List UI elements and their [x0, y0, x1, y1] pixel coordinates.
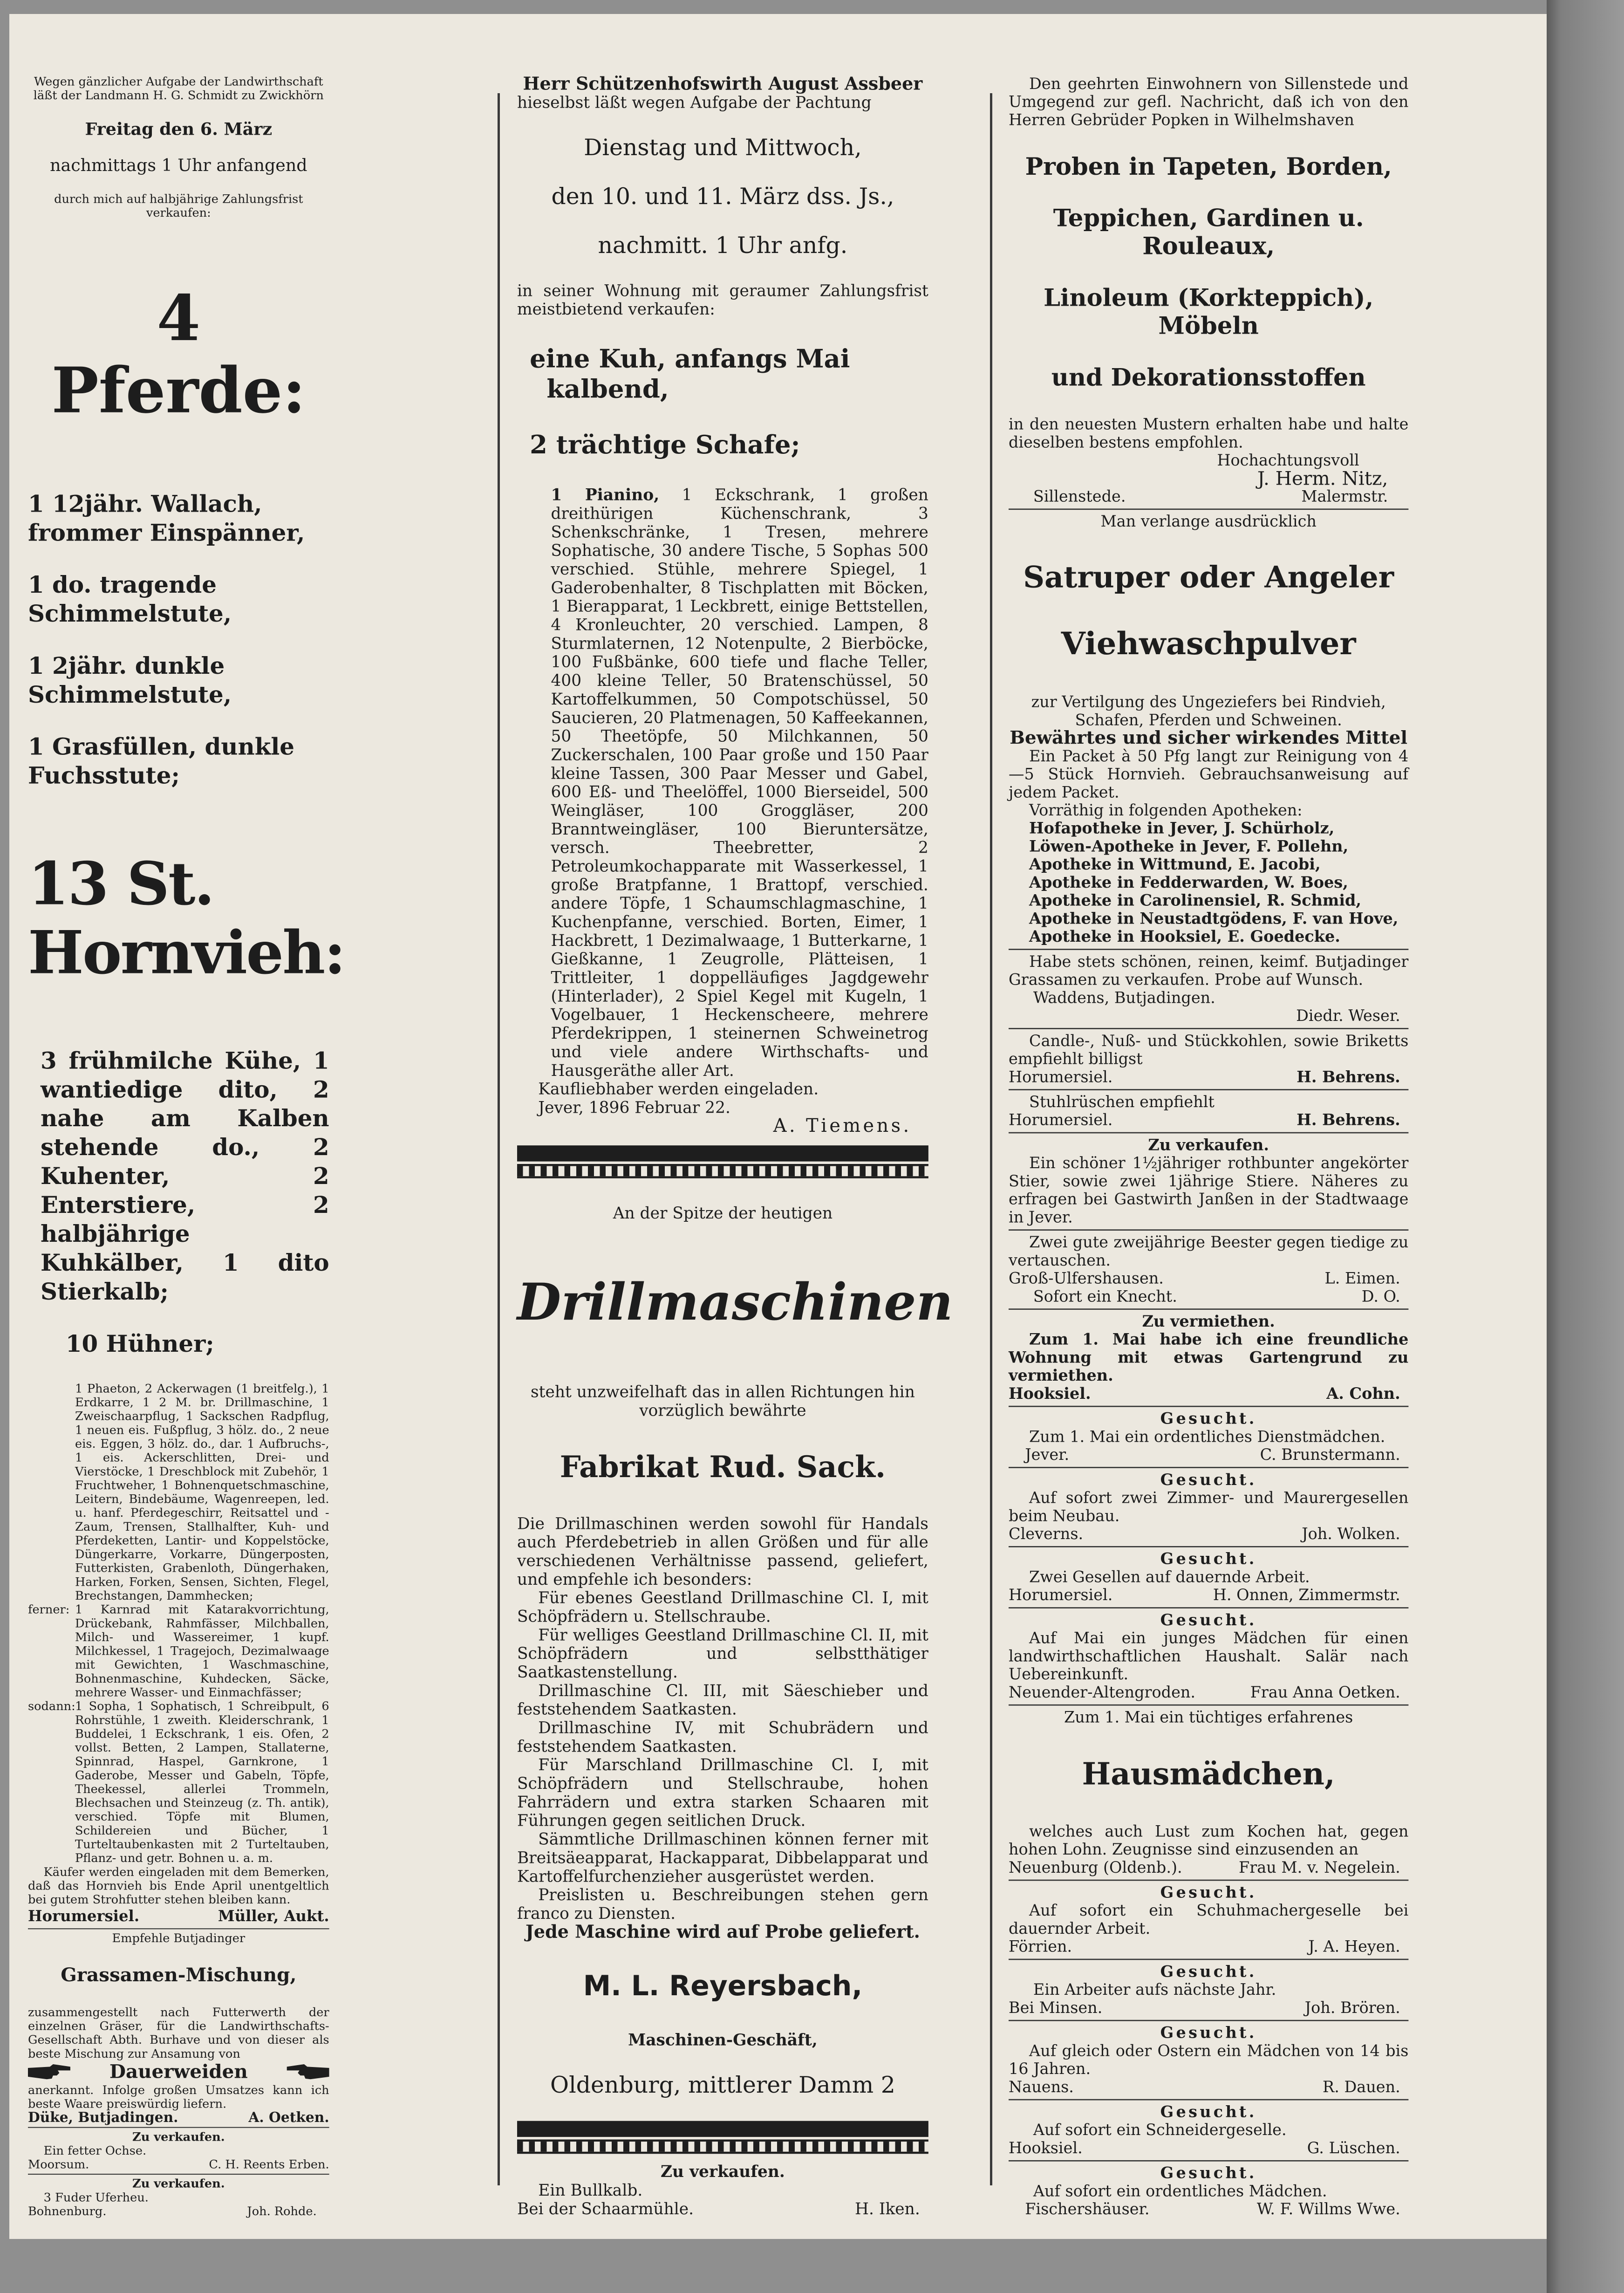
ad-divider	[1009, 2099, 1408, 2101]
ad-heading: Gesucht.	[1160, 2102, 1257, 2121]
ad-signer: G. Lüschen.	[1307, 2139, 1400, 2157]
auction-time: nachmittags 1 Uhr anfangend	[50, 155, 307, 175]
ad-line: Ein Arbeiter aufs nächste Jahr.	[1033, 1980, 1276, 1999]
ad-signer: Müller, Aukt.	[218, 1907, 329, 1925]
product-line: Proben in Tapeten, Borden,	[1025, 152, 1392, 181]
ad-divider	[28, 2127, 329, 2128]
ad-signer: A. Oetken.	[248, 2109, 329, 2126]
cow-heading: eine Kuh, anfangs Mai kalbend,	[530, 344, 850, 404]
ad-schmidt-auction	[28, 75, 345, 1926]
pharmacy-item: Apotheke in Hooksiel, E. Goedecke.	[1029, 927, 1340, 946]
ad-place: Förrien.	[1009, 1937, 1072, 1956]
ad-paragraph: Für Marschland Drillmaschine Cl. I, mit Schöpfrädern und Stellschraube, hohen Fahrrädern und extra starken Schaaren mit Führungen gegen seitlichen Druck.	[517, 1755, 928, 1830]
ad-heading: Gesucht.	[1160, 2163, 1257, 2182]
column-rule	[498, 93, 500, 2185]
ad-place: Cleverns.	[1009, 1525, 1084, 1543]
ad-signer: C. Brunstermann.	[1260, 1445, 1400, 1464]
ad-divider	[1009, 508, 1408, 510]
cattle-heading: 13 St. Hornvieh:	[28, 849, 345, 987]
ad-paragraph: Preislisten u. Beschreibungen stehen gern franco zu Diensten.	[517, 1885, 928, 1923]
ad-line: Auf Mai ein junges Mädchen für einen landwirthschaftlichen Haushalt. Salär nach Uebereinkunft.	[1009, 1629, 1409, 1684]
auction-terms: in seiner Wohnung mit geraumer Zahlungsfrist meistbietend verkaufen:	[517, 281, 928, 319]
equipment-list: 1 Phaeton, 2 Ackerwagen (1 breitfelg.), 1 Erdkarre, 1 2 M. br. Drillmaschine, 1 Zweischaarpflug, 1 Sackschen Radpflug, 1 neuen eis. Fußpflug, 3 hölz. do., 2 neue eis. Eggen, 3 hölz. do., dar. 1 Aufbruchs-, 1 eis. Ackerschlitten, Drei- und Vierstöcke, 1 Dreschblock mit Zubehör, 1 Fruchtweher, 1 Bohnenquetschmaschine, Leitern, Bindebäume, Wagenreepen, led. u. hanf. Pferdegeschirr, Reitsattel und -Zaum, Trensen, Stallhalfter, Kuh- und Pferdeketten, Lantir- und Koppelstöcke, Düngerkarre, Vorkarre, Düngerposten, Futterkisten, Grabenloth, Düngerhaken, Harken, Forken, Sensen, Sichten, Flegel, Brechstangen, Dammhecken;	[75, 1381, 329, 1603]
ad-lead: An der Spitze der heutigen	[613, 1204, 833, 1222]
ad-lead: Zum 1. Mai ein tüchtiges erfahrenes	[1064, 1708, 1353, 1726]
ad-heading: Gesucht.	[1160, 1962, 1257, 1981]
ad-place: Horumersiel.	[28, 1907, 140, 1925]
ad-signer: A. Tiemens.	[773, 1115, 912, 1137]
ad-divider	[1009, 1089, 1408, 1090]
ad-intro-line: läßt der Landmann H. G. Schmidt zu Zwickhörn	[33, 88, 324, 103]
inventory-list	[517, 486, 928, 1080]
signature-row	[1009, 1586, 1408, 1604]
ad-make: Fabrikat Rud. Sack.	[560, 1449, 886, 1485]
ad-place: Groß-Ulfershausen.	[1009, 1269, 1164, 1287]
horse-item: 1 do. tragende Schimmelstute,	[28, 571, 232, 628]
ad-heading: Gesucht.	[1160, 2023, 1257, 2042]
ad-place: Bei der Schaarmühle.	[517, 2199, 694, 2218]
ad-place: Hooksiel.	[1009, 1384, 1091, 1403]
ad-line: Zwei gute zweijährige Beester gegen tiedige zu vertauschen.	[1009, 1233, 1409, 1269]
horse-item: 1 12jähr. Wallach, frommer Einspänner,	[28, 490, 305, 547]
ad-wolken	[1009, 1471, 1408, 1543]
ad-luschen	[1009, 2103, 1408, 2157]
dauerweiden-text: Dauerweiden	[109, 2060, 248, 2083]
ferner-block	[28, 1602, 329, 1699]
ad-divider	[28, 1928, 329, 1929]
ad-broren	[1009, 1963, 1408, 2017]
signature-row	[28, 2111, 329, 2125]
ad-line: 3 Fuder Uferheu.	[43, 2190, 149, 2204]
signature-row	[1009, 1384, 1408, 1403]
ad-ochse	[28, 2130, 329, 2171]
ad-grassamen	[28, 1931, 329, 2124]
ad-divider	[1009, 1132, 1408, 1134]
ad-intro-line: Wegen gänzlicher Aufgabe der Landwirthschaft	[34, 75, 323, 89]
signature-row	[1009, 1111, 1408, 1129]
ad-cohn	[1009, 1312, 1408, 1403]
auction-time: nachmitt. 1 Uhr anfg.	[598, 232, 848, 259]
signature-row	[1009, 1999, 1408, 2017]
page-edge-shadow	[1547, 0, 1624, 2293]
ad-line: Auf sofort zwei Zimmer- und Maurergesellen beim Neubau.	[1009, 1488, 1409, 1525]
ad-place: Jever.	[1025, 1445, 1070, 1464]
greeting: Hochachtungsvoll	[1217, 451, 1359, 469]
ad-divider	[1009, 2160, 1408, 2162]
ad-weser	[1009, 952, 1408, 1025]
signature-row	[28, 2204, 329, 2218]
ad-behrens-stuhl	[1009, 1093, 1408, 1129]
auction-terms: durch mich auf halbjährige Zahlungsfrist verkaufen:	[54, 192, 303, 220]
ad-behrens-kohlen	[1009, 1032, 1408, 1086]
ad-heading: Herr Schützenhofswirth August Assbeer	[523, 73, 923, 94]
auction-dates: den 10. und 11. März dss. Js.,	[551, 183, 894, 210]
column-rule	[990, 93, 992, 2185]
signature-row	[1009, 2078, 1408, 2096]
ad-usage: Ein Packet à 50 Pfg langt zur Reinigung von 4—5 Stück Hornvieh. Gebrauchsanweisung auf jedem Packet.	[1009, 746, 1409, 801]
ad-heyen	[1009, 1883, 1408, 1956]
ad-claim: Bewährtes und sicher wirkendes Mittel	[1010, 727, 1408, 748]
pharmacy-item: Apotheke in Wittmund, E. Jacobi,	[1029, 855, 1321, 874]
ad-signer: Joh. Brören.	[1304, 1999, 1400, 2017]
ad-place: Nauens.	[1009, 2077, 1074, 2096]
signature-row	[1009, 1269, 1408, 1287]
ad-heading: Zu verkaufen.	[1148, 1135, 1269, 1154]
ad-signer: H. Behrens.	[1296, 1110, 1400, 1129]
ad-title: Satruper oder Angeler	[1023, 559, 1394, 595]
ad-willms	[1009, 2164, 1408, 2218]
ad-divider	[1009, 2020, 1408, 2021]
ad-divider	[1009, 1229, 1408, 1231]
pharmacy-item: Löwen-Apotheke in Jever, F. Pollehn,	[1029, 836, 1349, 856]
ad-heading: Zu verkaufen.	[132, 2176, 225, 2190]
ad-divider	[1009, 1880, 1408, 1881]
pointing-hand-icon	[28, 2062, 72, 2081]
ad-line: Ein Bullkalb.	[538, 2181, 643, 2200]
ad-line: Candle-, Nuß- und Stückkohlen, sowie Briketts empfiehlt billigst	[1009, 1031, 1409, 1068]
ad-oetken	[1009, 1611, 1408, 1701]
ad-signer: Frau Anna Oetken.	[1250, 1683, 1400, 1701]
ad-paragraph: Für ebenes Geestland Drillmaschine Cl. I, mit Schöpfrädern u. Stellschraube.	[517, 1588, 928, 1626]
pharmacy-item: Apotheke in Carolinensiel, R. Schmid,	[1029, 890, 1362, 910]
ad-title: Hausmädchen,	[1082, 1756, 1335, 1792]
ad-lead: Empfehle Butjadinger	[112, 1931, 246, 1945]
stock-heading: Vorräthig in folgenden Apotheken:	[1029, 801, 1303, 819]
hens-heading: 10 Hühner;	[65, 1330, 214, 1358]
ad-place: Bohnenburg.	[28, 2204, 107, 2218]
ad-heading: Zu vermiethen.	[1142, 1312, 1275, 1330]
ad-line: Auf gleich oder Ostern ein Mädchen von 14 bis 16 Jahren.	[1009, 2041, 1409, 2078]
product-line: Teppichen, Gardinen u. Rouleaux,	[1053, 204, 1364, 260]
product-line: Linoleum (Korkteppich), Möbeln	[1044, 284, 1374, 340]
firm-sub: Maschinen-Geschäft,	[628, 2030, 818, 2049]
ad-signer: H. Onnen, Zimmermstr.	[1213, 1586, 1400, 1604]
ad-negelein	[1009, 1708, 1408, 1876]
ad-divider	[1009, 1546, 1408, 1547]
ad-intro: Den geehrten Einwohnern von Sillenstede und Umgegend zur gefl. Nachricht, daß ich von den Herren Gebrüder Popken in Wilhelmshaven	[1009, 75, 1409, 129]
ad-line: Sofort ein Knecht.	[1033, 1287, 1177, 1306]
ad-divider	[1009, 1308, 1408, 1310]
ad-line: Auf sofort ein Schuhmachergeselle bei dauernder Arbeit.	[1009, 1901, 1409, 1937]
ad-signer: R. Dauen.	[1323, 2077, 1400, 2096]
ad-place: Waddens, Butjadingen.	[1033, 988, 1215, 1007]
signature-row	[1009, 487, 1408, 506]
column-2	[517, 73, 953, 2218]
sodann-list: 1 Sopha, 1 Sophatisch, 1 Schreibpult, 6 Rohrstühle, 1 zweith. Kleiderschrank, 1 Buddelei, 1 Eckschrank, 1 eis. Ofen, 2 vollst. Betten, 2 Lampen, Stallaterne, Spinnrad, Haspel, Garnkrone, 1 Gaderobe, Messer und Gabeln, Töpfe, Theekessel, allerlei Trommeln, Blechsachen und Steinzeug (z. Th. antik), verschied. Töpfe mit Blumen, Schildereien und Bücher, 1 Turteltaubenkasten mit 2 Turteltauben, Pflanz- und getr. Bohnen u. a. m.	[75, 1699, 329, 1865]
ad-line: Habe stets schönen, reinen, keimf. Butjadinger Grassamen zu verkaufen. Probe auf Wunsch.	[1009, 952, 1409, 989]
ad-heading: Gesucht.	[1160, 1409, 1257, 1428]
signature-row	[1009, 1858, 1408, 1876]
inventory-lead: 1 Pianino,	[551, 485, 660, 504]
column-1	[28, 75, 345, 2218]
ad-onnen	[1009, 1550, 1408, 1604]
ad-divider	[1009, 1467, 1408, 1468]
ad-signer: W. F. Willms Wwe.	[1256, 2200, 1400, 2218]
signature-row	[28, 2157, 329, 2171]
ad-sub: steht unzweifelhaft das in allen Richtungen hin vorzüglich bewährte	[530, 1383, 915, 1420]
ad-paragraph: Die Drillmaschinen werden sowohl für Handals auch Pferdebetrieb in allen Größen und für alle verschiedenen Verhältnisse passend, geliefert, und empfehle ich besonders:	[517, 1514, 928, 1588]
ad-place: Bei Minsen.	[1009, 1999, 1103, 2017]
auction-days: Dienstag und Mittwoch,	[584, 134, 862, 161]
ad-sub: zur Vertilgung des Ungeziefers bei Rindvieh, Schafen, Pferden und Schweinen.	[1031, 692, 1386, 729]
ad-place: Fischershäuser.	[1025, 2200, 1150, 2218]
ad-signer: Frau M. v. Negelein.	[1239, 1858, 1400, 1876]
ad-viehwaschpulver	[1009, 512, 1408, 945]
ad-title: Drillmaschinen	[517, 1272, 953, 1332]
ad-divider	[1009, 1607, 1408, 1609]
ad-line: Stuhlrüschen empfiehlt	[1029, 1093, 1215, 1111]
ferner-list: 1 Karnrad mit Katarakvorrichtung, Drückebank, Rahmfässer, Milchballen, Milch- und Wassereimer, 1 kupf. Milchkessel, 1 Tragejoch, Dezimalwaage mit Gewichten, 1 Waschmaschine, Bohnenmaschine, Kuhdecken, Säcke, mehrere Wasser- und Einmachfässer;	[75, 1602, 329, 1699]
ad-eimen	[1009, 1233, 1408, 1305]
ad-line: Auf sofort ein ordentliches Mädchen.	[1033, 2182, 1327, 2200]
ad-intro: hieselbst läßt wegen Aufgabe der Pachtung	[517, 93, 872, 112]
pointing-hand-icon	[285, 2062, 329, 2081]
pharmacy-item: Apotheke in Neustadtgödens, F. van Hove,	[1029, 909, 1399, 928]
pharmacy-item: Hofapotheke in Jever, J. Schürholz,	[1029, 819, 1335, 837]
ad-brunstermann	[1009, 1410, 1408, 1464]
ad-place: Neuender-Altengroden.	[1009, 1683, 1196, 1701]
ad-drillmaschinen	[517, 1204, 953, 2098]
signature-row	[517, 2199, 928, 2218]
ad-body: welches auch Lust zum Kochen hat, gegen hohen Lohn. Zeugnisse sind einzusenden an	[1009, 1822, 1409, 1858]
ad-place: Düke, Butjadingen.	[28, 2109, 178, 2126]
firm-address: Oldenburg, mittlerer Damm 2	[550, 2071, 895, 2098]
ad-body: Ein schöner 1½jähriger rothbunter angekörter Stier, sowie zwei 1jährige Stiere. Näheres zu erfragen bei Gastwirth Janßen in der Stadtwaage in Jever.	[1009, 1154, 1409, 1226]
ad-signer: A. Cohn.	[1326, 1384, 1400, 1403]
ad-title: Viehwaschpulver	[1061, 625, 1356, 662]
signature-row	[1009, 1525, 1408, 1543]
auction-closing: Käufer werden eingeladen mit dem Bemerken, daß das Hornvieh bis Ende April unentgeltlich bei gutem Strohfutter stehen bleiben kann.	[28, 1865, 329, 1907]
signature-row	[1009, 1937, 1408, 1956]
ad-place: Horumersiel.	[1009, 1068, 1113, 1086]
ad-lead: Man verlange ausdrücklich	[1100, 512, 1317, 531]
ad-line: Zum 1. Mai ein ordentliches Dienstmädchen.	[1029, 1427, 1385, 1446]
ad-outro: in den neuesten Mustern erhalten habe und halte dieselben bestens empfohlen.	[1009, 415, 1409, 452]
ad-paragraph: Sämmtliche Drillmaschinen können ferner mit Breitsäeapparat, Hackapparat, Dibbelapparat und Kartoffelfurchenzieher ausgerüstet werden.	[517, 1829, 928, 1886]
ad-place: Hooksiel.	[1009, 2139, 1083, 2157]
ad-signer: C. H. Reents Erben.	[209, 2157, 329, 2171]
ad-bullkalb	[517, 2162, 928, 2218]
ad-heading: Gesucht.	[1160, 1470, 1257, 1489]
ad-paragraph: Für welliges Geestland Drillmaschine Cl. II, mit Schöpfrädern und selbstthätiger Saatkastenstellung.	[517, 1625, 928, 1682]
ad-signer: H. Iken.	[854, 2199, 920, 2218]
ad-signer: Joh. Wolken.	[1302, 1525, 1400, 1543]
ad-title: Grassamen-Mischung,	[61, 1964, 297, 1986]
ad-place: Moorsum.	[28, 2157, 89, 2171]
signature-row	[1009, 2139, 1408, 2157]
ad-divider	[28, 2174, 329, 2175]
inventory-items: 1 Eckschrank, 1 großen dreithürigen Küchenschrank, 3 Schenkschränke, 1 Tresen, mehrere Sophatische, 30 andere Tische, 5 Sophas 500 verschied. Stühle, mehrere Spiegel, 1 Gaderobenhalter, 8 Tischplatten mit Böcken, 1 Bierapparat, 1 Leckbrett, einige Bettstellen, 4 Kronleuchter, 20 verschied. Lampen, 8 Sturmlaternen, 12 Notenpulte, 2 Bierböcke, 100 Fußbänke, 600 tiefe und flache Teller, 400 kleine Teller, 50 Bratenschüssel, 50 Kartoffelkummen, 50 Compotschüssel, 50 Saucieren, 20 Platmenagen, 50 Kaffeekannen, 50 Theetöpfe, 50 Milchkannen, 50 Zuckerschalen, 100 Paar große und 150 Paar kleine Tassen, 300 Paar Messer und Gabel, 600 Eß- und Theelöffel, 1000 Bierseidel, 500 Weingläser, 100 Groggläser, 200 Branntweingläser, 100 Bieruntersätze, versch. Theebretter, 2 Petroleumkochapparate mit Wasserkessel, 1 große Bratpfanne, 1 Brattopf, verschied. andere Töpfe, 1 Schaumschlagmaschine, 1 Kuchenpfanne, verschied. Borten, Eimer, 1 Hackbrett, 1 Dezimalwaage, 1 Butterkarne, 1 Gießkanne, 1 Zeugrolle, Plätteisen, 1 Trittleiter, 1 doppelläufiges Jagdgewehr (Hinterlader), 2 Spiel Kegel mit Kugeln, 1 Vogelbauer, 1 Heckenscheere, mehrere Pferdekrippen, 1 steinernen Schweinetrog und viele andere Wirthschafts- und Hausgeräthe aller Art.	[551, 485, 928, 1080]
ad-signer: D. O.	[1361, 1287, 1400, 1306]
firm-name: M. L. Reyersbach,	[583, 1969, 863, 2002]
ad-paragraph: Drillmaschine Cl. III, mit Säeschieber und feststehendem Saatkasten.	[517, 1681, 928, 1718]
ad-body: zusammengestellt nach Futterwerth der einzelnen Gräser, für die Landwirthschafts-Gesellschaft Abth. Burhave und von dieser als beste Mischung zur Ansamung von	[28, 2005, 329, 2060]
horse-item: 1 2jähr. dunkle Schimmelstute,	[28, 652, 232, 708]
ferner-label: ferner:	[28, 1602, 70, 1616]
sodann-label: sodann:	[28, 1699, 75, 1713]
product-line: und Dekorationsstoffen	[1051, 363, 1366, 391]
ad-dauen	[1009, 2024, 1408, 2096]
pharmacy-item: Apotheke in Fedderwarden, W. Boes,	[1029, 873, 1348, 891]
ad-signer: J. Herm. Nitz,	[1257, 467, 1388, 490]
dauerweiden-row	[28, 2060, 329, 2083]
column-3	[1009, 75, 1408, 2218]
ad-divider	[1009, 1406, 1408, 1407]
ad-uferheu	[28, 2177, 329, 2218]
auction-closing: Kaufliebhaber werden eingeladen.	[538, 1079, 819, 1098]
ad-tiemens-auction	[517, 75, 928, 1135]
ad-nitz	[1009, 75, 1408, 505]
ad-heading: Gesucht.	[1160, 1549, 1257, 1568]
ornament-band	[517, 1145, 928, 1161]
cattle-list: 3 frühmilche Kühe, 1 wantiedige dito, 2 nahe am Kalben stehende do., 2 Kuhenter, 2 Enterstiere, 2 halbjährige Kuhkälber, 1 dito Stierkalb;	[40, 1047, 329, 1306]
signature-row	[1009, 1683, 1408, 1701]
ad-divider	[1009, 1704, 1408, 1706]
ad-line: Ein fetter Ochse.	[43, 2143, 147, 2158]
ad-signer: Diedr. Weser.	[1296, 1006, 1400, 1025]
ornament-band	[517, 1164, 928, 1178]
ad-place: Neuenburg (Oldenb.).	[1009, 1858, 1182, 1876]
signature-row	[1009, 2200, 1408, 2218]
ad-body: Zum 1. Mai habe ich eine freundliche Wohnung mit etwas Gartengrund zu vermiethen.	[1009, 1330, 1409, 1385]
ad-line: Auf sofort ein Schneidergeselle.	[1033, 2121, 1287, 2139]
ad-signer: H. Behrens.	[1296, 1067, 1400, 1086]
signature-row	[1009, 1068, 1408, 1086]
auction-date: Freitag den 6. März	[85, 118, 273, 139]
ad-divider	[1009, 1028, 1408, 1029]
ad-heading: Zu verkaufen.	[660, 2162, 785, 2181]
ad-place: Horumersiel.	[1009, 1586, 1113, 1604]
ad-stier	[1009, 1136, 1408, 1226]
ad-heading: Gesucht.	[1160, 1882, 1257, 1902]
ad-signer: L. Eimen.	[1324, 1269, 1400, 1287]
signature-row	[1009, 1445, 1408, 1464]
ad-signer: J. A. Heyen.	[1308, 1937, 1400, 1956]
horses-heading: 4 Pferde:	[51, 281, 306, 428]
ornament-band	[517, 2140, 928, 2154]
ad-place: Sillenstede.	[1033, 487, 1126, 506]
ad-line: Zwei Gesellen auf dauernde Arbeit.	[1029, 1567, 1310, 1586]
sodann-block	[28, 1699, 329, 1865]
ad-signer: Joh. Rohde.	[247, 2204, 317, 2218]
ornament-band	[517, 2121, 928, 2137]
signature-row	[1009, 1287, 1408, 1305]
ad-divider	[1009, 949, 1408, 950]
sheep-heading: 2 trächtige Schafe;	[530, 430, 800, 460]
ad-paragraph: Drillmaschine IV, mit Schubrädern und feststehendem Saatkasten.	[517, 1718, 928, 1756]
ad-heading: Gesucht.	[1160, 1610, 1257, 1629]
ad-trade: Malermstr.	[1301, 487, 1388, 506]
signature-row	[28, 1906, 329, 1926]
horse-item: 1 Grasfüllen, dunkle Fuchsstute;	[28, 733, 294, 789]
ad-divider	[1009, 1959, 1408, 1960]
probe-note: Jede Maschine wird auf Probe geliefert.	[525, 1921, 920, 1942]
ad-heading: Zu verkaufen.	[132, 2129, 225, 2144]
place-date: Jever, 1896 Februar 22.	[538, 1098, 730, 1117]
ad-body: anerkannt. Infolge großen Umsatzes kann ich beste Waare preiswürdig liefern.	[28, 2083, 329, 2111]
ad-place: Horumersiel.	[1009, 1110, 1113, 1129]
